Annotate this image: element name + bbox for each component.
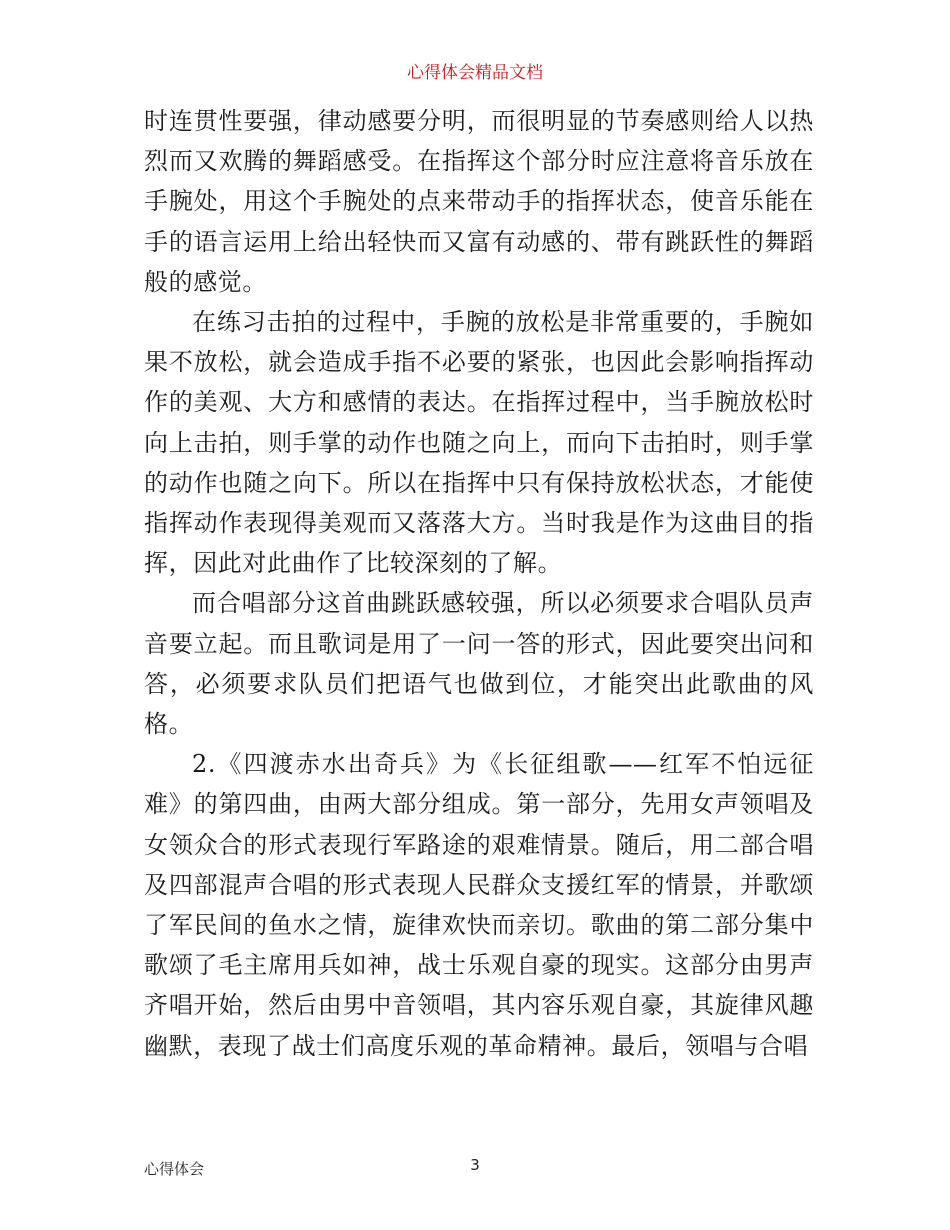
paragraph-2: 在练习击拍的过程中，手腕的放松是非常重要的，手腕如果不放松，就会造成手指不必要的紧张，也因此会影响指挥动作的美观、大方和感情的表达。在指挥过程中，当手腕放松时向上击拍，则手掌的动作也随之向上，而向下击拍时，则手掌的动作也随之向下。所以在指挥中只有保持放松状态，才能使指挥动作表现得美观而又落落大方。当时我是作为这曲目的指挥，因此对此曲作了比较深刻的了解。 <box>144 308 814 578</box>
document-body <box>144 101 814 1066</box>
paragraph-1: 时连贯性要强，律动感要分明，而很明显的节奏感则给人以热烈而又欢腾的舞蹈感受。在指挥这个部分时应注意将音乐放在手腕处，用这个手腕处的点来带动手的指挥状态，使音乐能在手的语言运用上给出轻快而又富有动感的、带有跳跃性的舞蹈般的感觉。 <box>144 107 814 296</box>
page-header-title: 心得体会精品文档 <box>407 63 543 83</box>
page-number: 3 <box>470 1156 480 1174</box>
footer-label: 心得体会 <box>144 1160 205 1178</box>
paragraph-3: 而合唱部分这首曲跳跃感较强，所以必须要求合唱队员声音要立起。而且歌词是用了一问一答的形式，因此要突出问和答，必须要求队员们把语气也做到位，才能突出此歌曲的风格。 <box>144 589 814 739</box>
paragraph-4: 2.《四渡赤水出奇兵》为《长征组歌——红军不怕远征难》的第四曲，由两大部分组成。第一部分，先用女声领唱及女领众合的形式表现行军路途的艰难情景。随后，用二部合唱及四部混声合唱的形式表现人民群众支援红军的情景，并歌颂了军民间的鱼水之情，旋律欢快而亲切。歌曲的第二部分集中歌颂了毛主席用兵如神，战士乐观自豪的现实。这部分由男声齐唱开始，然后由男中音领唱，其内容乐观自豪，其旋律风趣幽默，表现了战士们高度乐观的革命精神。最后，领唱与合唱 <box>144 750 814 1060</box>
